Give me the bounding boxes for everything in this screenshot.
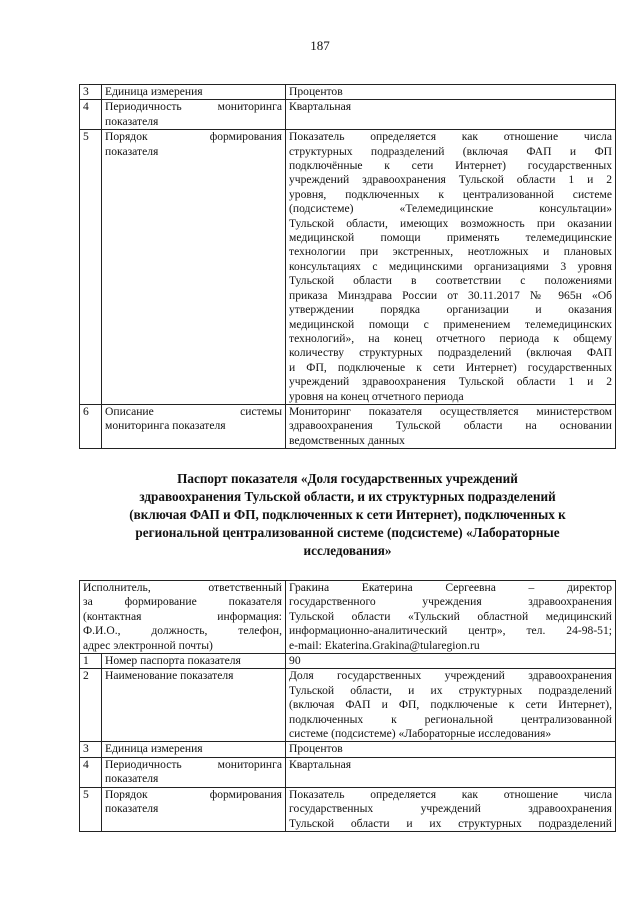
executor-label-line: адрес электронной почты) — [83, 638, 213, 652]
row-value-line: Процентов — [289, 85, 343, 98]
heading-line: исследования» — [303, 543, 392, 558]
row-value-line: приказа Минздрава России от 30.11.2017 № 965н «Об — [289, 288, 612, 302]
row-value-line: технологии при экстренных, неотложных и плановых — [289, 245, 612, 259]
heading-line: региональной централизованной системе (подсистеме) «Лабораторные — [135, 525, 560, 540]
row-label — [102, 669, 286, 742]
row-label-line: Наименование показателя — [105, 669, 234, 683]
row-value-line: консультациях с медицинскими организациями 3 уровня — [289, 259, 612, 273]
heading-line: здравоохранения Тульской области, и их структурных подразделений — [139, 489, 556, 504]
executor-value-line: e-mail: Ekaterina.Grakina@tularegion.ru — [289, 638, 480, 652]
heading-line: (включая ФАП и ФП, подключенных к сети Интернет), подключенных к — [129, 507, 566, 522]
heading-line: Паспорт показателя «Доля государственных учреждений — [177, 471, 518, 486]
executor-label-line: (контактная информация: — [83, 609, 283, 623]
row-label — [102, 100, 286, 130]
row-value-line: технологий», на конец отчетного периода к общему — [289, 331, 612, 345]
indicator-passport-table-body — [80, 581, 616, 832]
indicator-table-previous-body — [80, 85, 616, 449]
row-value — [286, 787, 616, 831]
row-value — [286, 742, 616, 757]
executor-label — [80, 581, 286, 654]
row-value — [286, 100, 616, 130]
row-value-line: (подсистеме) «Телемедицинские консультации» — [289, 202, 612, 216]
row-label-line: показателя — [105, 772, 159, 786]
row-number: 2 — [80, 669, 102, 742]
indicator-table-previous — [79, 84, 616, 449]
row-value-line: ведомственных данных — [289, 433, 405, 447]
row-value-line: Тульской области и их структурных подразделений — [289, 816, 612, 830]
row-label — [102, 130, 286, 405]
executor-label-line: Ф.И.О., должность, телефон, — [83, 624, 283, 638]
row-value — [286, 654, 616, 669]
table-row — [80, 669, 616, 742]
executor-value-line: Тульской области «Тульский областной медицинский — [289, 609, 612, 623]
row-number: 1 — [80, 654, 102, 669]
row-number: 5 — [80, 787, 102, 831]
row-value-line: медицинской помощи с применением телемедицинских — [289, 317, 612, 331]
row-label — [102, 404, 286, 448]
table-row — [80, 100, 616, 130]
row-label-line: Порядок формирования — [105, 787, 283, 801]
row-number: 6 — [80, 404, 102, 448]
row-label-line: Периодичность мониторинга — [105, 757, 283, 771]
row-label-line: Единица измерения — [105, 742, 203, 756]
table-row — [80, 654, 616, 669]
executor-value — [286, 581, 616, 654]
row-label-line: показателя — [105, 802, 159, 816]
executor-value-line: информационно-аналитический центр», тел. 24-98-51; — [289, 624, 612, 638]
row-value-line: утверждении порядка организации и оказания — [289, 303, 612, 317]
executor-value-line: государственного учреждения здравоохранения — [289, 595, 612, 609]
row-number: 3 — [80, 742, 102, 757]
row-value-line: учреждений здравоохранения Тульской области 1 и 2 — [289, 173, 612, 187]
row-label-line: Номер паспорта показателя — [105, 654, 241, 668]
row-label — [102, 742, 286, 757]
table-row — [80, 130, 616, 405]
row-value-line: структурных подразделений (включая ФАП и ФП — [289, 144, 612, 158]
row-value-line: системе (подсистеме) «Лабораторные исследования» — [289, 727, 552, 741]
row-value-line: медицинской помощи применять телемедицинские — [289, 231, 612, 245]
executor-row — [80, 581, 616, 654]
row-value — [286, 669, 616, 742]
executor-label-line: Исполнитель, ответственный — [83, 581, 283, 594]
row-value-line: Тульской области, имеющих возможность при оказании — [289, 216, 612, 230]
row-label-line: Периодичность мониторинга — [105, 100, 282, 114]
row-label-line: Порядок формирования — [105, 130, 282, 144]
row-value-line: Квартальная — [289, 757, 352, 771]
row-value-line: Доля государственных учреждений здравоохранения — [289, 669, 612, 683]
row-value-line: количеству структурных подразделений (включая ФАП — [289, 346, 612, 360]
row-value-line: Квартальная — [289, 100, 352, 114]
row-label-line: мониторинга показателя — [105, 419, 226, 433]
row-value-line: Тульской области, и их структурных подразделений — [289, 683, 612, 697]
table-row — [80, 757, 616, 787]
row-value-line: государственных учреждений здравоохранения — [289, 802, 612, 816]
table-row — [80, 85, 616, 100]
row-value-line: (включая ФАП и ФП, подключеные к сети Интернет), — [289, 698, 612, 712]
row-number: 5 — [80, 130, 102, 405]
row-label — [102, 85, 286, 100]
row-value-line: учреждений здравоохранения Тульской области 1 и 2 — [289, 375, 612, 389]
row-label — [102, 787, 286, 831]
row-value-line: Показатель определяется как отношение числа — [289, 130, 612, 144]
row-value-line: Показатель определяется как отношение числа — [289, 787, 612, 801]
row-number: 4 — [80, 100, 102, 130]
row-value-line: подключённые к сети Интернет) государственных — [289, 159, 612, 173]
row-label-line: Описание системы — [105, 404, 282, 418]
row-value-line: подключенных к региональной централизованной — [289, 712, 612, 726]
row-value-line: уровня на конец отчетного периода — [289, 389, 464, 403]
executor-label-line: за формирование показателя — [83, 595, 283, 609]
table-row — [80, 404, 616, 448]
passport-heading — [79, 470, 616, 560]
row-label-line: показателя — [105, 114, 159, 128]
row-value-line: Процентов — [289, 742, 343, 756]
row-value — [286, 757, 616, 787]
table-row — [80, 787, 616, 831]
row-number: 3 — [80, 85, 102, 100]
row-value — [286, 130, 616, 405]
row-value-line: уровня, подключенных к централизованной системе — [289, 187, 612, 201]
row-value-line: Мониторинг показателя осуществляется министерством — [289, 404, 612, 418]
row-label-line: показателя — [105, 144, 159, 158]
row-label-line: Единица измерения — [105, 85, 203, 98]
row-value — [286, 404, 616, 448]
page-number: 187 — [310, 38, 330, 53]
row-value-line: 90 — [289, 654, 301, 668]
row-value-line: и ФП, подключеные к сети Интернет) государственных — [289, 360, 612, 374]
row-value-line: Тульской области в соответствии с положениями — [289, 274, 612, 288]
row-label — [102, 654, 286, 669]
row-value — [286, 85, 616, 100]
row-label — [102, 757, 286, 787]
indicator-passport-table — [79, 580, 616, 832]
executor-value-line: Гракина Екатерина Сергеевна – директор — [289, 581, 612, 594]
row-value-line: здравоохранения Тульской области на основании — [289, 419, 612, 433]
row-number: 4 — [80, 757, 102, 787]
table-row — [80, 742, 616, 757]
